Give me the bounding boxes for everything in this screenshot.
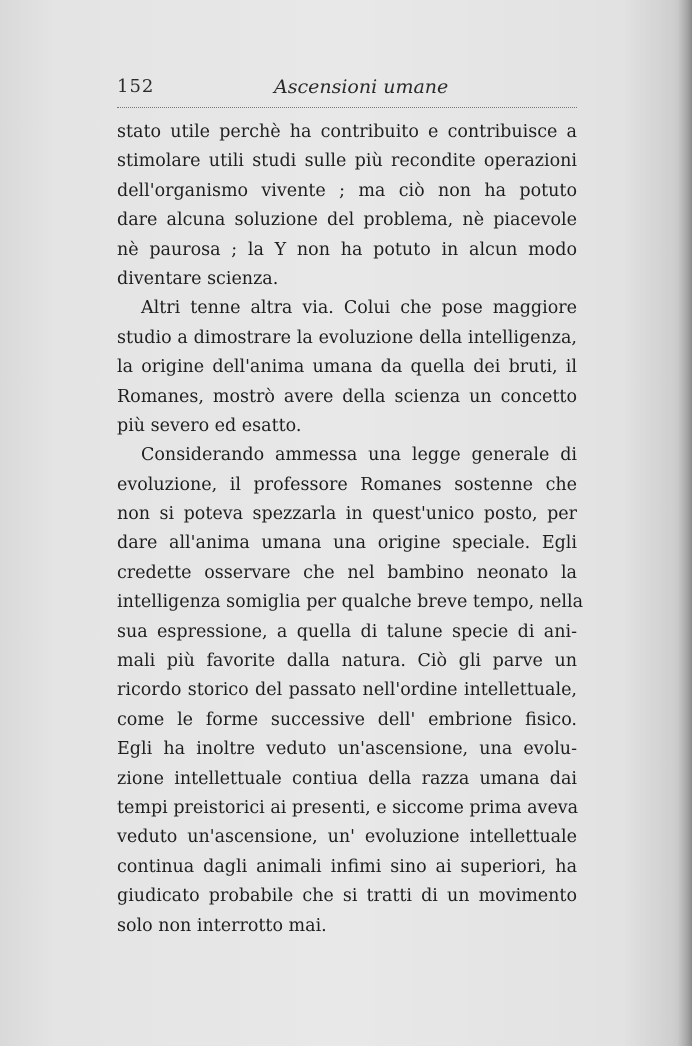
text-line: dell'organismo vivente ; ma ciò non ha potuto bbox=[117, 180, 577, 201]
text-line: credette osservare che nel bambino neonato la bbox=[117, 562, 577, 583]
text-line: come le forme successive dell' embrione fisico. bbox=[117, 709, 577, 730]
text-line: solo non interrotto mai. bbox=[117, 915, 327, 936]
text-line: non si poteva spezzarla in quest'unico posto, per bbox=[117, 504, 577, 525]
text-line: più severo ed esatto. bbox=[117, 415, 302, 436]
text-line: Considerando ammessa una legge generale di bbox=[141, 445, 577, 466]
text-line: stato utile perchè ha contribuito e contribuisce a bbox=[117, 122, 577, 142]
text-line: zione intellettuale contiua della razza umana dai bbox=[117, 768, 577, 789]
text-line: studio a dimostrare la evoluzione della intelligenza, bbox=[117, 327, 577, 348]
text-line: giudicato probabile che si tratti di un movimento bbox=[117, 886, 577, 907]
text-line: la origine dell'anima umana da quella dei bruti, il bbox=[117, 357, 577, 378]
text-line: Romanes, mostrò avere della scienza un concetto bbox=[117, 386, 577, 407]
text-line: ricordo storico del passato nell'ordine intellettuale, bbox=[117, 680, 577, 701]
text-line: nè paurosa ; la Y non ha potuto in alcun modo bbox=[117, 239, 577, 260]
body-text bbox=[117, 118, 584, 941]
text-line: intelligenza somiglia per qualche breve tempo, nella bbox=[117, 592, 584, 613]
text-line: sua espressione, a quella di talune specie di ani- bbox=[117, 621, 577, 642]
text-line: tempi preistorici ai presenti, e siccome prima aveva bbox=[117, 797, 579, 818]
text-line: mali più favorite dalla natura. Ciò gli parve un bbox=[117, 651, 577, 672]
text-line: veduto un'ascensione, un' evoluzione intellettuale bbox=[117, 827, 577, 848]
text-line: continua dagli animali infimi sino ai superiori, ha bbox=[117, 856, 577, 877]
text-line: Egli ha inoltre veduto un'ascensione, una evolu- bbox=[117, 739, 577, 760]
text-line: diventare scienza. bbox=[117, 268, 279, 289]
page-edge-shadow bbox=[678, 0, 692, 1046]
text-line: Altri tenne altra via. Colui che pose maggiore bbox=[141, 298, 577, 319]
page-number: 152 bbox=[117, 76, 155, 97]
text-line: evoluzione, il professore Romanes sostenne che bbox=[117, 474, 577, 495]
page-header bbox=[117, 72, 577, 102]
text-line: stimolare utili studi sulle più recondite operazioni bbox=[117, 151, 577, 172]
text-line: dare all'anima umana una origine speciale. Egli bbox=[117, 533, 577, 554]
header-rule bbox=[117, 107, 577, 108]
text-line: dare alcuna soluzione del problema, nè piacevole bbox=[117, 210, 577, 231]
running-title: Ascensioni umane bbox=[274, 76, 449, 98]
